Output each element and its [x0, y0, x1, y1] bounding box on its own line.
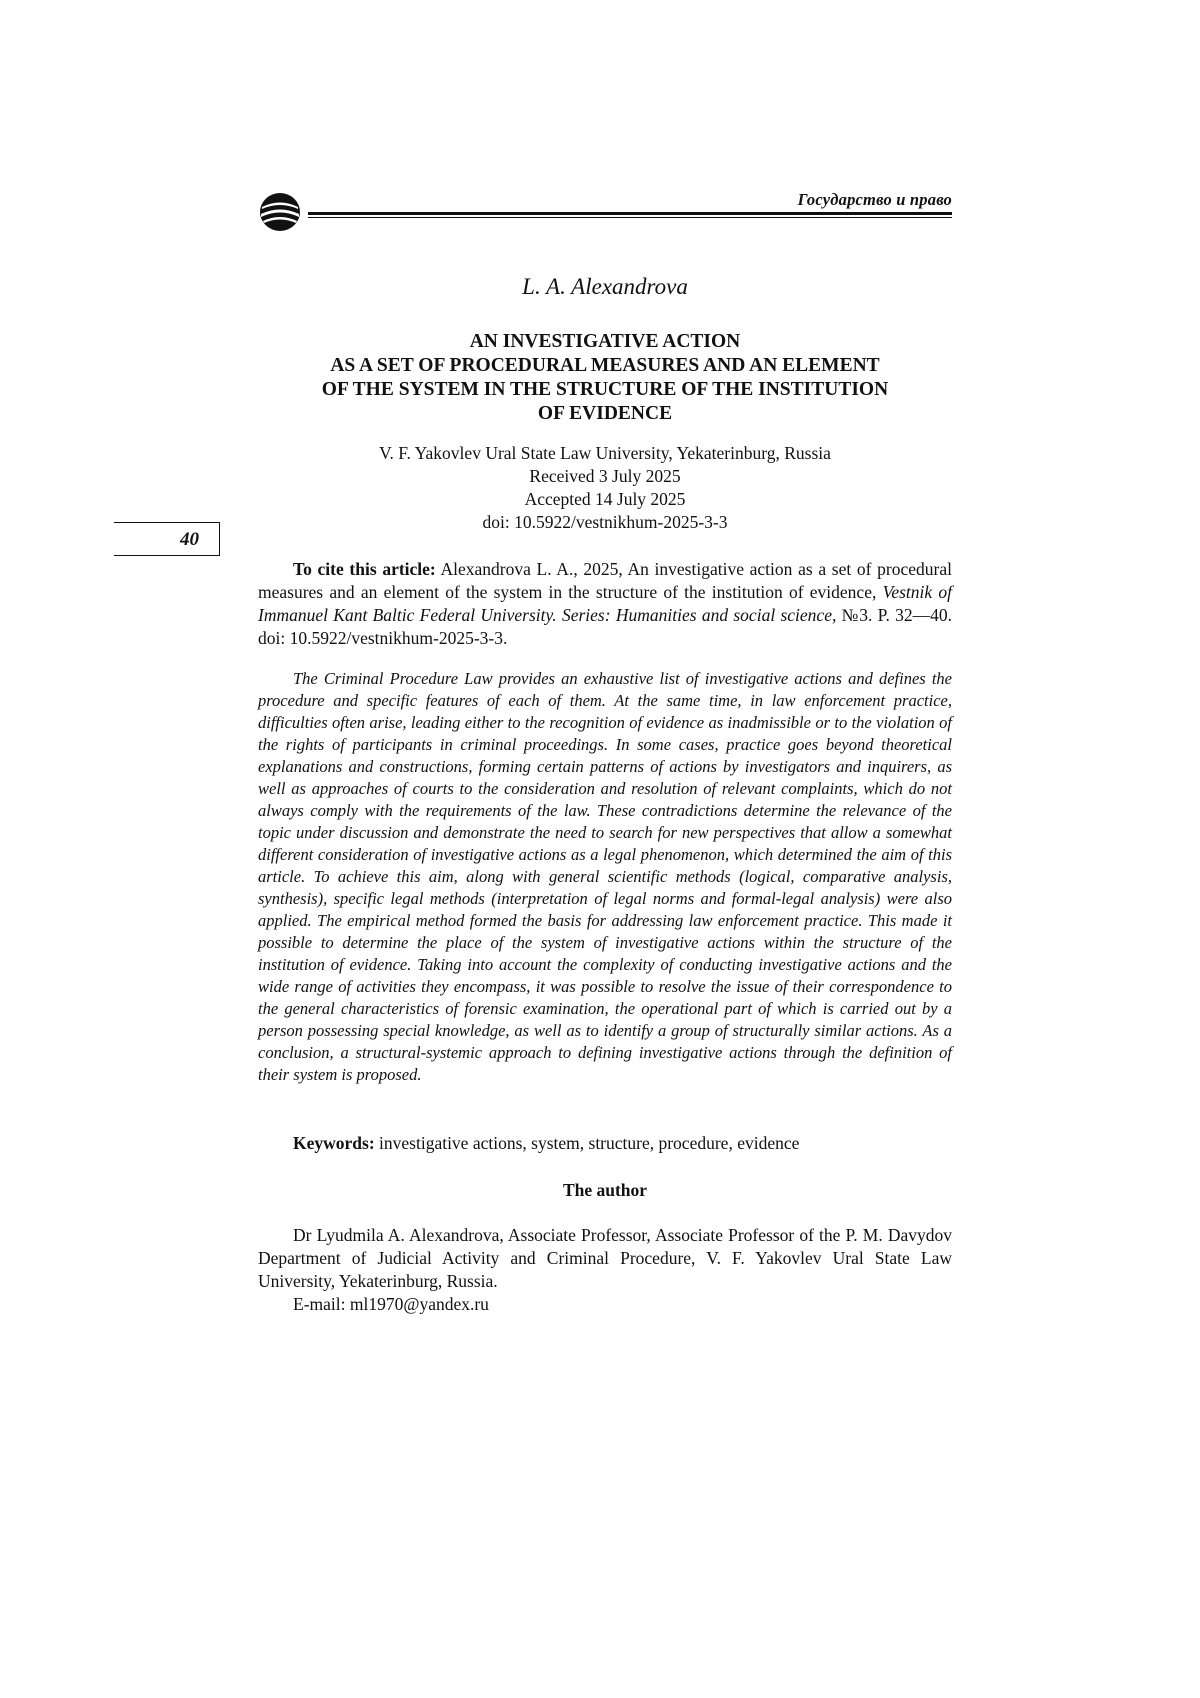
- title-line: AS A SET OF PROCEDURAL MEASURES AND AN ELEMENT: [330, 355, 880, 376]
- header-rule: [308, 212, 952, 215]
- page-number: 40: [180, 529, 199, 550]
- section-title: Государство и право: [797, 190, 952, 209]
- title-line: AN INVESTIGATIVE ACTION: [469, 331, 741, 352]
- running-header: [258, 190, 952, 230]
- article-meta: [258, 442, 952, 534]
- affiliation: V. F. Yakovlev Ural State Law University, Yekaterinburg, Russia: [379, 443, 831, 463]
- article-title: [258, 330, 952, 426]
- journal-logo-icon: [258, 190, 302, 234]
- keywords: [258, 1132, 952, 1155]
- received-date: Received 3 July 2025: [529, 466, 681, 486]
- title-line: OF EVIDENCE: [537, 403, 673, 424]
- article-author: L. A. Alexandrova: [522, 274, 688, 299]
- author-bio: Dr Lyudmila A. Alexandrova, Associate Professor, Associate Professor of the P. M. Davydov Department of Judicial Activity and Criminal Procedure, V. F. Yakovlev Ural State Law University, Yekaterinburg, Russia.: [258, 1225, 952, 1291]
- author-email: E-mail: ml1970@yandex.ru: [293, 1294, 489, 1314]
- keywords-label: Keywords:: [293, 1133, 375, 1153]
- citation-label: To cite this article:: [293, 559, 436, 579]
- keywords-text: investigative actions, system, structure, procedure, evidence: [374, 1133, 800, 1153]
- title-line: OF THE SYSTEM IN THE STRUCTURE OF THE INSTITUTION: [321, 379, 889, 400]
- citation-journal: Vestnik of Immanuel Kant Baltic Federal University. Series: Humanities and social science: [258, 582, 952, 625]
- author-heading: The author: [562, 1180, 648, 1200]
- doi: doi: 10.5922/vestnikhum-2025-3-3: [482, 512, 728, 532]
- citation: [258, 558, 952, 650]
- citation-text: Alexandrova L. A., 2025, An investigative action as a set of procedural measures and an element of the system in the structure of the institution of evidence,: [258, 559, 952, 602]
- page-number-box: [114, 522, 220, 556]
- citation-tail: , №3. P. 32—40. doi: 10.5922/vestnikhum-2025-3-3.: [258, 605, 952, 648]
- abstract: The Criminal Procedure Law provides an exhaustive list of investigative actions and defines the procedure and specific features of each of them. At the same time, in law enforcement practice, difficulties often arise, leading either to the recognition of evidence as inadmissible or to the violation of the rights of participants in criminal proceedings. In some cases, practice goes beyond theoretical explanations and constructions, forming certain patterns of actions by investigators and inquirers, as well as approaches of courts to the consideration and resolution of relevant complaints, which do not always comply with the requirements of the law. These contradictions determine the relevance of the topic under discussion and demonstrate the need to search for new perspectives that allow a somewhat different consideration of investigative actions as a legal phenomenon, which determined the aim of this article. To achieve this aim, along with general scientific methods (logical, comparative analysis, synthesis), specific legal methods (interpretation of legal norms and formal-legal analysis) were also applied. The empirical method formed the basis for addressing law enforcement practice. This made it possible to determine the place of the system of investigative actions within the structure of the institution of evidence. Taking into account the complexity of conducting investigative actions and the wide range of activities they encompass, it was possible to resolve the issue of their correspondence to the general characteristics of forensic examination, the operational part of which is carried out by a person possessing special knowledge, as well as to identify a group of structurally similar actions. As a conclusion, a structural-systemic approach to defining investigative actions through the definition of their system is proposed.: [258, 669, 952, 1084]
- accepted-date: Accepted 14 July 2025: [524, 489, 686, 509]
- header-rule-thin: [308, 217, 952, 218]
